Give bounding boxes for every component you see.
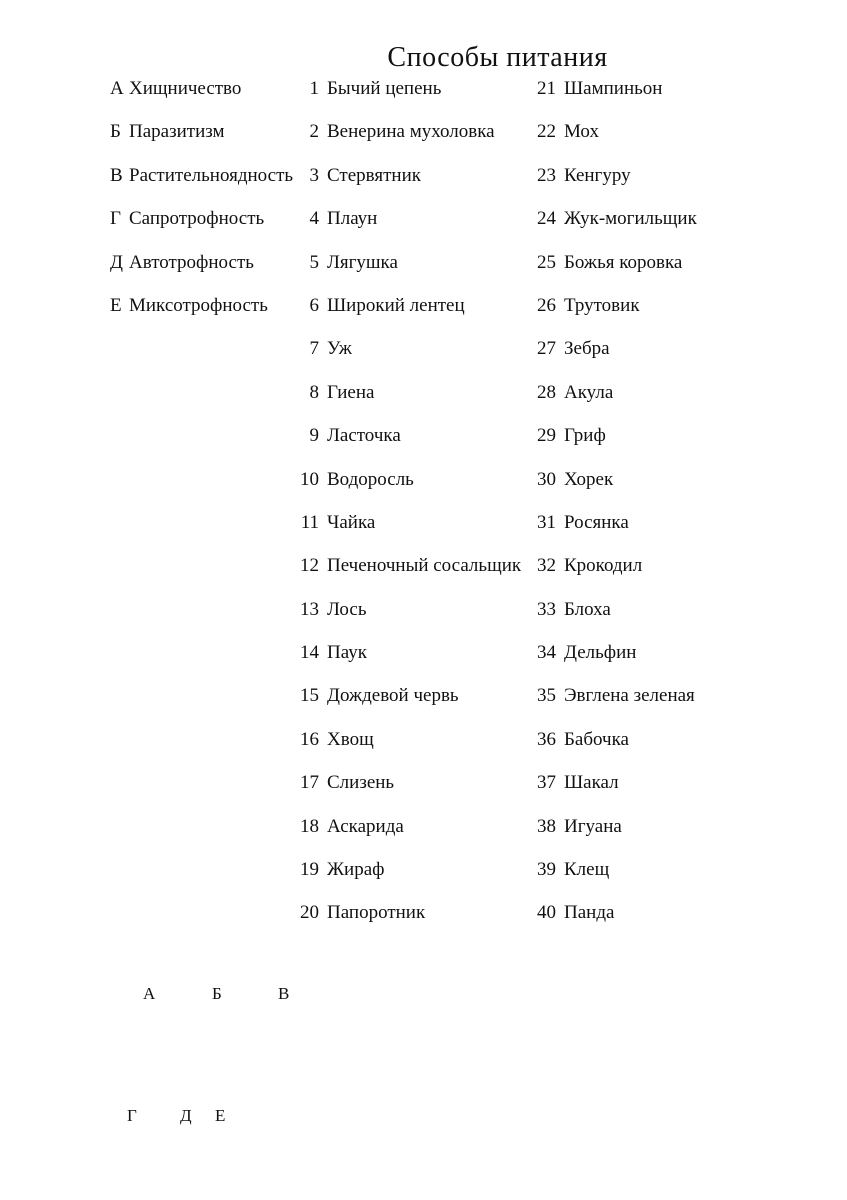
item-label: Трутовик <box>564 294 640 316</box>
list-item <box>533 816 697 859</box>
item-number: 26 <box>537 294 556 316</box>
item-number: 35 <box>537 685 556 707</box>
item-label: Игуана <box>564 815 622 837</box>
list-item <box>533 772 697 815</box>
item-label: Уж <box>327 338 352 360</box>
item-number: 10 <box>300 468 319 490</box>
list-item <box>296 512 521 555</box>
item-number: 34 <box>537 642 556 664</box>
item-label: Дождевой червь <box>327 685 459 707</box>
item-number: 9 <box>309 425 319 447</box>
list-item <box>296 78 521 121</box>
item-number: 37 <box>537 772 556 794</box>
list-item <box>533 121 697 164</box>
list-item <box>296 772 521 815</box>
list-item <box>296 121 521 164</box>
item-number: 11 <box>300 511 319 533</box>
item-number: 28 <box>537 381 556 403</box>
item-label: Ласточка <box>327 425 401 447</box>
page-title: Способы питания <box>387 42 608 73</box>
list-item <box>533 78 697 121</box>
item-number: 40 <box>537 902 556 924</box>
list-item <box>296 599 521 642</box>
item-label: Папоротник <box>327 902 426 924</box>
item-label: Божья коровка <box>564 251 683 273</box>
item-label: Стервятник <box>327 164 421 186</box>
item-number: 18 <box>300 815 319 837</box>
list-item <box>533 208 697 251</box>
category-label: Растительноядность <box>129 164 294 186</box>
list-item <box>533 599 697 642</box>
list-item <box>533 469 697 512</box>
items-column-1 <box>296 78 521 946</box>
item-label: Паук <box>327 642 367 664</box>
category-row <box>110 295 293 338</box>
item-number: 7 <box>309 338 319 360</box>
list-item <box>533 729 697 772</box>
item-number: 3 <box>309 164 319 186</box>
item-number: 4 <box>309 208 319 230</box>
item-label: Венерина мухоловка <box>327 121 495 143</box>
item-number: 38 <box>537 815 556 837</box>
item-label: Кенгуру <box>564 164 631 186</box>
category-row <box>110 252 293 295</box>
item-number: 33 <box>537 598 556 620</box>
item-number: 12 <box>300 555 319 577</box>
item-label: Эвглена зеленая <box>564 685 695 707</box>
category-letter: Б <box>110 121 121 143</box>
category-letter: В <box>110 164 123 186</box>
category-label: Сапротрофность <box>129 208 265 230</box>
category-label: Паразитизм <box>129 121 225 143</box>
item-label: Панда <box>564 902 615 924</box>
item-number: 32 <box>537 555 556 577</box>
list-item <box>533 685 697 728</box>
item-number: 13 <box>300 598 319 620</box>
item-number: 1 <box>309 78 319 99</box>
list-item <box>533 425 697 468</box>
list-item <box>533 165 697 208</box>
list-item <box>533 642 697 685</box>
list-item <box>533 338 697 381</box>
item-label: Лягушка <box>327 251 398 273</box>
list-item <box>533 252 697 295</box>
item-label: Плаун <box>327 208 378 230</box>
item-label: Росянка <box>564 511 629 533</box>
item-label: Аскарида <box>327 815 404 837</box>
item-number: 15 <box>300 685 319 707</box>
answer-letter-a: А <box>143 984 156 1003</box>
item-number: 6 <box>309 294 319 316</box>
item-label: Печеночный сосальщик <box>327 555 522 577</box>
list-item <box>296 642 521 685</box>
list-item <box>296 902 521 945</box>
item-label: Хвощ <box>327 728 374 750</box>
category-label: Миксотрофность <box>129 294 268 316</box>
category-letter: Г <box>110 208 121 230</box>
item-number: 21 <box>537 78 556 99</box>
answer-letter-v: В <box>278 984 290 1003</box>
item-label: Крокодил <box>564 555 643 577</box>
list-item <box>533 902 697 945</box>
item-label: Жираф <box>327 859 385 881</box>
list-item <box>296 382 521 425</box>
item-number: 30 <box>537 468 556 490</box>
list-item <box>533 295 697 338</box>
item-label: Шампиньон <box>564 78 663 99</box>
category-label: Хищничество <box>129 78 242 99</box>
list-item <box>296 425 521 468</box>
item-label: Мох <box>564 121 599 143</box>
item-label: Дельфин <box>564 642 637 664</box>
item-label: Чайка <box>327 511 376 533</box>
answer-letter-g: Г <box>127 1106 137 1125</box>
list-item <box>296 685 521 728</box>
item-number: 39 <box>537 859 556 881</box>
item-number: 17 <box>300 772 319 794</box>
list-item <box>296 859 521 902</box>
item-number: 24 <box>537 208 556 230</box>
list-item <box>296 816 521 859</box>
item-number: 2 <box>309 121 319 143</box>
item-number: 20 <box>300 902 319 924</box>
list-item <box>296 208 521 251</box>
category-row <box>110 121 293 164</box>
item-label: Клещ <box>564 859 610 881</box>
list-item <box>533 512 697 555</box>
list-item <box>533 382 697 425</box>
category-label: Автотрофность <box>129 251 254 273</box>
item-number: 23 <box>537 164 556 186</box>
list-item <box>296 555 521 598</box>
item-number: 14 <box>300 642 319 664</box>
category-row <box>110 165 293 208</box>
answer-letter-e: Е <box>215 1106 226 1125</box>
item-label: Блоха <box>564 598 611 620</box>
item-label: Гриф <box>564 425 606 447</box>
list-item <box>296 295 521 338</box>
item-number: 22 <box>537 121 556 143</box>
category-letter: Д <box>110 251 123 273</box>
categories-column <box>110 78 293 338</box>
list-item <box>296 729 521 772</box>
answer-letter-b: Б <box>212 984 222 1003</box>
item-number: 16 <box>300 728 319 750</box>
item-label: Шакал <box>564 772 619 794</box>
list-item <box>296 252 521 295</box>
item-label: Слизень <box>327 772 395 794</box>
item-number: 27 <box>537 338 556 360</box>
items-column-2 <box>533 78 697 946</box>
item-label: Широкий лентец <box>327 294 465 316</box>
item-number: 5 <box>309 251 319 273</box>
list-item <box>533 555 697 598</box>
item-number: 25 <box>537 251 556 273</box>
item-label: Зебра <box>564 338 610 360</box>
item-number: 8 <box>309 381 319 403</box>
list-item <box>296 165 521 208</box>
item-label: Хорек <box>564 468 614 490</box>
list-item <box>296 338 521 381</box>
item-label: Гиена <box>327 381 375 403</box>
item-number: 19 <box>300 859 319 881</box>
item-label: Акула <box>564 381 614 403</box>
item-label: Водоросль <box>327 468 414 490</box>
item-label: Бабочка <box>564 728 629 750</box>
item-label: Жук-могильщик <box>564 208 697 230</box>
category-letter: А <box>110 78 124 99</box>
category-row <box>110 78 293 121</box>
list-item <box>533 859 697 902</box>
item-number: 36 <box>537 728 556 750</box>
category-row <box>110 208 293 251</box>
item-label: Лось <box>327 598 367 620</box>
item-label: Бычий цепень <box>327 78 442 99</box>
answer-letter-d: Д <box>180 1106 192 1125</box>
item-number: 29 <box>537 425 556 447</box>
category-letter: Е <box>110 294 122 316</box>
item-number: 31 <box>537 511 556 533</box>
list-item <box>296 469 521 512</box>
